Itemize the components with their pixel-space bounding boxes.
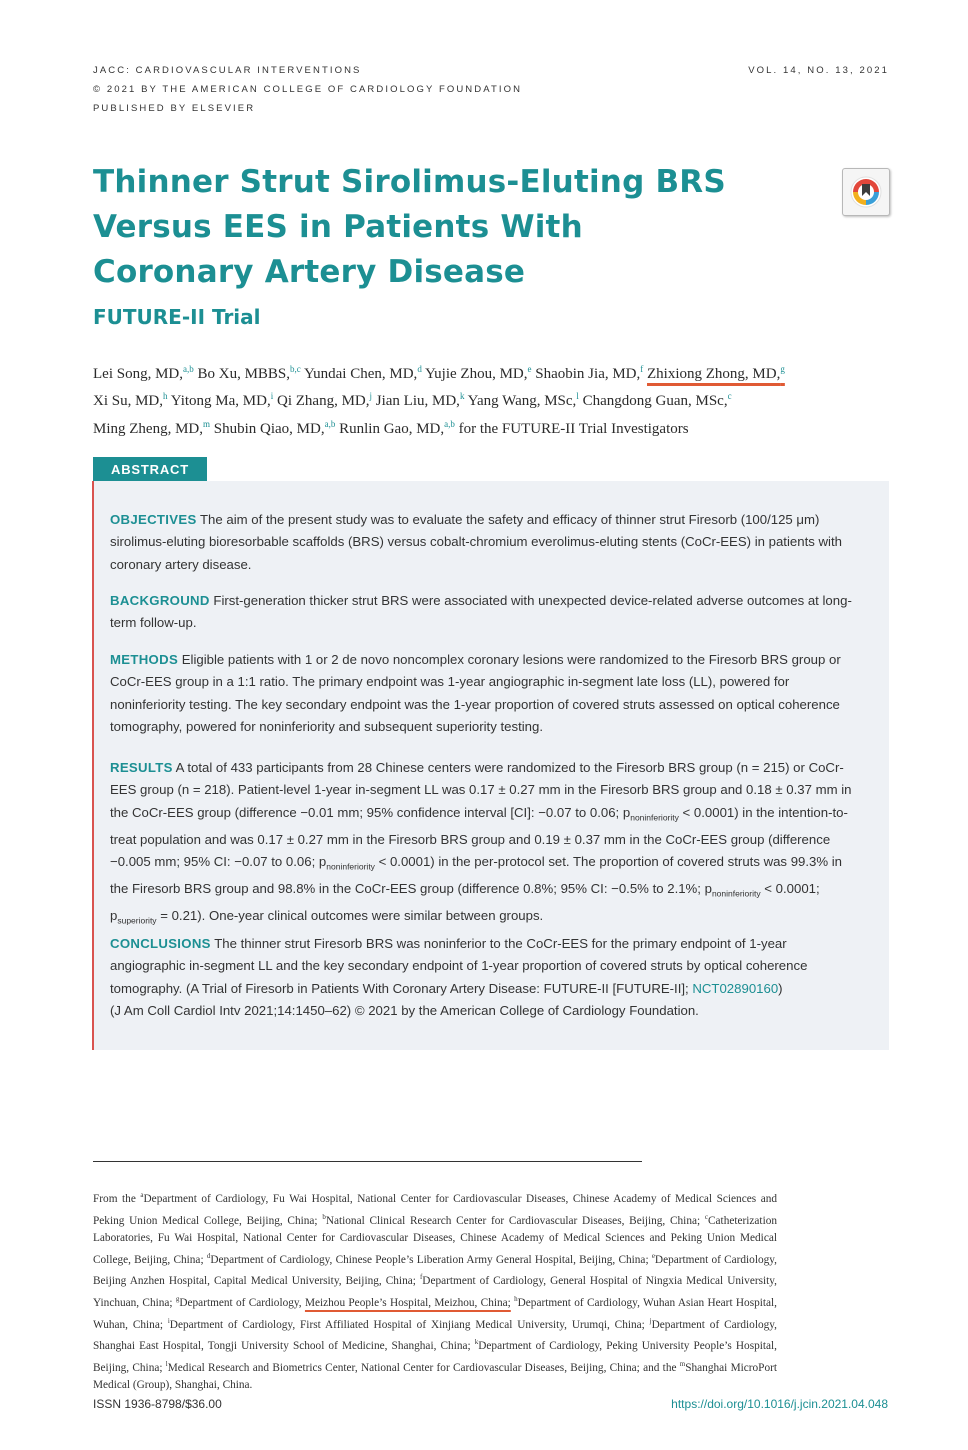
copyright-line: © 2021 BY THE AMERICAN COLLEGE OF CARDIOLOGY FOUNDATION [93,84,523,95]
author[interactable]: Shubin Qiao, MD,$^{a,b}$ [213,418,336,437]
p-subscript: noninferiority [326,861,375,872]
section-text: ) [778,980,783,996]
author[interactable]: Yujie Zhou, MD,$^e$ [425,364,532,382]
article-title [93,160,753,295]
author[interactable]: Runlin Gao, MD,$^{a,b}$ [339,418,455,437]
p-subscript: noninferiority [630,812,679,823]
trial-registry-link[interactable]: NCT02890160 [692,980,779,996]
volume-info: VOL. 14, NO. 13, 2021 [748,65,889,76]
author-highlighted[interactable]: Zhixiong Zhong, MD,$^g$ [647,364,785,382]
author[interactable]: Yang Wang, MSc,$^l$ [467,391,579,410]
author[interactable]: Jian Liu, MD,$^k$ [375,391,465,410]
title-line: Coronary Artery Disease [93,254,526,290]
author-list [93,358,883,440]
section-heading: METHODS [110,652,179,667]
author[interactable]: Bo Xu, MBBS,$^{b,c}$ [197,364,301,382]
article-subtitle: FUTURE-II Trial [93,305,261,329]
section-text: < 0.0001) in the per-protocol set. The proportion of covered struts was 99.3% in the Firesorb BRS group and 98.8% in the CoCr-EES group (difference 0.8%; 95% CI: −0.5% to 2.1%; p [110,853,843,896]
affiliations: From the $^a$Department of Cardiology, Fu Wai Hospital, National Center for Cardiovascular Diseases, Chinese Academy of Medical Sciences and Peking Union Medical College, Beijing, China; $^b$National Clinical Research Center for Cardiovascular Diseases, Beijing, China; $^c$Catheterization Laboratories, Fu Wai Hospital, National Center for Cardiovascular Diseases, Chinese Academy of Medical Sciences and Peking Union Medical College, Beijing, China; $^d$Department of Cardiology, Chinese People’s Liberation Army General Hospital, Beijing, China; $^e$Department of Cardiology, Beijing Anzhen Hospital, Capital Medical University, Beijing, China; $^f$Department of Cardiology, General Hospital of Ningxia Medical University, Yinchuan, China; $^g$Department of Cardiology, Meizhou People’s Hospital, Meizhou, China; $^h$Department of Cardiology, Wuhan Asian Heart Hospital, Wuhan, China; $^i$Department of Cardiology, First Affiliated Hospital of Xinjiang Medical University, Urumqi, China; $^j$Department of Cardiology, Shanghai East Hospital, Tongji University School of Medicine, Shanghai, China; $^k$Department of Cardiology, Peking University People’s Hospital, Beijing, China; $^l$Medical Research and Biometrics Center, National Center for Cardiovascular Diseases, Beijing, China; and the $^m$Shanghai MicroPort Medical (Group), Shanghai, China. [93,1191,778,1392]
publisher-line: PUBLISHED BY ELSEVIER [93,103,256,114]
author[interactable]: Changdong Guan, MSc,$^c$ [582,391,732,410]
section-heading: OBJECTIVES [110,512,197,527]
section-text: < 0.0001; p [110,880,820,923]
title-line: Versus EES in Patients With [93,209,583,245]
p-subscript: superiority [117,915,157,926]
methods-section [110,649,862,738]
section-heading: RESULTS [110,760,173,775]
author-line [93,358,883,385]
section-text: The thinner strut Firesorb BRS was noninferior to the CoCr-EES for the primary endpoint of 1-year angiographic in-segment LL and the key secondary endpoint of 1-year proportion of covered struts by optical coherence tomography. (A Trial of Firesorb in Patients With Coronary Artery Disease: FUTURE-II [FUTURE-II]; [110,936,808,996]
affiliation-highlighted: Meizhou People’s Hospital, Meizhou, China; [304,1296,511,1309]
author[interactable]: Ming Zheng, MD,$^m$ [93,418,211,437]
abstract-tab: ABSTRACT [93,457,207,481]
section-heading: BACKGROUND [110,593,210,608]
author-line [93,385,883,412]
crossmark-icon[interactable] [842,168,890,216]
section-text: Eligible patients with 1 or 2 de novo noncomplex coronary lesions were randomized to the Firesorb BRS group or CoCr-EES group in a 1:1 ratio. The primary endpoint was 1-year angiographic in-segment late loss (LL), powered for noninferiority testing. The key secondary endpoint was the 1-year proportion of covered struts assessed on optical coherence tomography, powered for noninferiority and subsequent superiority testing. [110,652,841,734]
doi-link[interactable]: https://doi.org/10.1016/j.jcin.2021.04.048 [671,1397,888,1411]
footnote-divider [93,1161,642,1162]
background-section [110,590,862,635]
author-line [93,413,883,440]
section-heading: CONCLUSIONS [110,936,211,951]
conclusions-section [110,933,862,1022]
title-line: Thinner Strut Sirolimus-Eluting BRS [93,164,726,200]
author[interactable]: Yundai Chen, MD,$^d$ [303,364,422,382]
author[interactable]: Shaobin Jia, MD,$^f$ [535,364,644,382]
section-text: A total of 433 participants from 28 Chinese centers were randomized to the Firesorb BRS group (n = 215) or CoCr-EES group (n = 218). Patient-level 1-year in-segment LL was 0.17 ± 0.27 mm in the Firesorb BRS group and 0.18 ± 0.37 mm in the CoCr-EES group (difference −0.01 mm; 95% confidence interval [CI]: −0.07 to 0.06; p [110,760,852,820]
issn-price: ISSN 1936-8798/$36.00 [93,1397,222,1411]
p-subscript: noninferiority [711,888,761,899]
author[interactable]: Xi Su, MD,$^h$ [93,391,168,410]
journal-name: JACC: CARDIOVASCULAR INTERVENTIONS [93,65,362,76]
results-section [110,757,862,932]
author[interactable]: Lei Song, MD,$^{a,b}$ [93,364,194,382]
section-text: First-generation thicker strut BRS were associated with unexpected device-related adverse outcomes at long-term follow-up. [110,593,852,631]
author[interactable]: Qi Zhang, MD,$^j$ [277,391,373,410]
authors-tail: for the FUTURE-II Trial Investigators [458,420,689,437]
objectives-section [110,509,862,576]
author[interactable]: Yitong Ma, MD,$^i$ [170,391,274,410]
citation-line: (J Am Coll Cardiol Intv 2021;14:1450–62) © 2021 by the American College of Cardiology Foundation. [110,1002,699,1018]
section-text: = 0.21). One-year clinical outcomes were similar between groups. [156,907,544,923]
section-text: < 0.0001) in the intention-to-treat population and was 0.17 ± 0.27 mm in the Firesorb BRS group and 0.19 ± 0.37 mm in the CoCr-EES group (difference −0.005 mm; 95% CI: −0.07 to 0.06; p [110,804,848,869]
crossmark-graphic [843,169,889,215]
section-text: The aim of the present study was to evaluate the safety and efficacy of thinner strut Firesorb (100/125 μm) sirolimus-eluting bioresorbable scaffolds (BRS) versus cobalt-chromium everolimus-eluting stents (CoCr-EES) in patients with coronary artery disease. [110,512,842,572]
